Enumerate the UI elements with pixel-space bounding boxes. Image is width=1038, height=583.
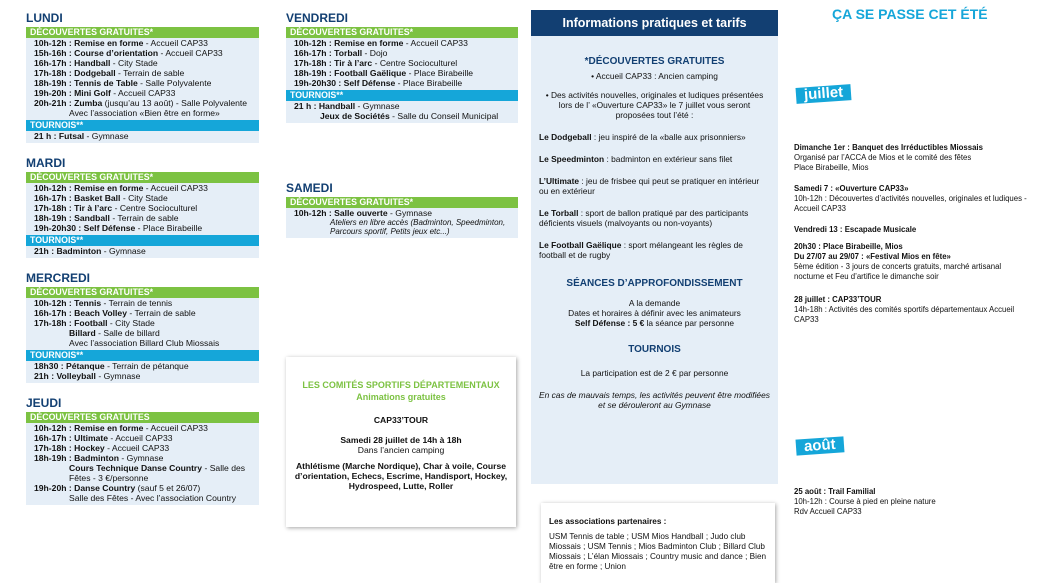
decouvertes-bar: DÉCOUVERTES GRATUITES*: [286, 197, 518, 208]
info-section-seances: SÉANCES D’APPROFONDISSEMENT: [566, 278, 743, 289]
activity-line: 18h-19h : Football Gaëlique - Place Birabeille: [294, 68, 474, 78]
activity-subline: Salle des Fêtes - Avec l’association Country: [69, 493, 237, 503]
card-event-activities: Athlétisme (Marche Nordique), Char à voile, Course d’orientation, Echecs, Escrime, Handisport, Hockey, Hydrospeed, Lutte, Roller: [294, 461, 508, 491]
card-title: LES COMITÉS SPORTIFS DÉPARTEMENTAUX: [302, 380, 500, 390]
decouvertes-bar: DÉCOUVERTES GRATUITES*: [26, 27, 259, 38]
activity-line: 10h-12h : Tennis - Terrain de tennis: [34, 298, 173, 308]
tournois-bar: TOURNOIS**: [26, 350, 259, 361]
left-column: [26, 11, 259, 518]
tournament-line: 18h30 : Pétanque - Terrain de pétanque: [34, 361, 189, 371]
info-line: La participation est de 2 € par personne: [580, 368, 729, 378]
activity-line: 10h-12h : Remise en forme - Accueil CAP33: [34, 423, 208, 433]
schedule-box: [26, 27, 259, 143]
info-item: L’Ultimate : jeu de frisbee qui peut se pratiquer en intérieur ou en extérieur: [539, 176, 760, 196]
activity-line: 17h-18h : Football - City Stade: [34, 318, 155, 328]
partners-list: USM Tennis de table ; USM Mios Handball ; Judo club Miossais ; USM Tennis ; Mios Badminton Club ; Billard Club Miossais ; L’élan Miossais ; Country music and dance ; Bien être en forme ; Union: [549, 532, 767, 571]
activity-subline: Cours Technique Danse Country - Salle des: [69, 463, 246, 473]
activity-line: 18h-19h : Badminton - Gymnase: [34, 453, 164, 463]
activity-line: 10h-12h : Remise en forme - Accueil CAP33: [34, 183, 208, 193]
tournament-subline: Jeux de Sociétés - Salle du Conseil Municipal: [320, 111, 499, 121]
event-block: [794, 487, 1030, 517]
event-line: 10h-12h : Découvertes d’activités nouvelles, originales et ludiques - Accueil CAP33: [794, 194, 1027, 213]
activity-line: 15h-16h : Course d’orientation - Accueil CAP33: [34, 48, 223, 58]
month-badge-aout: août: [796, 436, 845, 455]
activity-line: 19h-20h30 : Self Défense - Place Birabeille: [34, 223, 203, 233]
event-line: Rdv Accueil CAP33: [794, 507, 862, 516]
card-event-date: Samedi 28 juillet de 14h à 18h: [340, 435, 462, 445]
day-mardi: [26, 156, 259, 258]
event-line: 5ème édition - 3 jours de concerts gratuits, marché artisanal nocturne et Feu d’artifice le dimanche soir: [794, 262, 1002, 281]
day-samedi: [286, 181, 518, 238]
decouvertes-bar: DÉCOUVERTES GRATUITES*: [26, 172, 259, 183]
info-item: Le Torball : sport de ballon pratiqué par des participants déficients visuels (malvoyants ou non-voyants): [539, 208, 749, 228]
decouvertes-bar: DÉCOUVERTES GRATUITES*: [26, 287, 259, 298]
activity-subline: Fêtes - 3 €/personne: [69, 473, 149, 483]
info-line: A la demande: [628, 298, 681, 308]
activity-line: 17h-18h : Tir à l’arc - Centre Socioculturel: [294, 58, 458, 68]
activity-line: 18h-19h : Sandball - Terrain de sable: [34, 213, 179, 223]
activity-line: 19h-20h : Danse Country (sauf 5 et 26/07): [34, 483, 201, 493]
info-note: En cas de mauvais temps, les activités peuvent être modifiées et se dérouleront au Gymnase: [539, 390, 770, 410]
event-title: 28 juillet : CAP33’TOUR: [794, 295, 882, 304]
event-block: [794, 295, 1030, 325]
day-jeudi: [26, 396, 259, 505]
activity-line: 18h-19h : Tennis de Table - Salle Polyvalente: [34, 78, 212, 88]
decouvertes-bar: DÉCOUVERTES GRATUITES*: [286, 27, 518, 38]
month-badge-juillet: juillet: [796, 84, 852, 104]
activity-line: 10h-12h : Remise en forme - Accueil CAP33: [294, 38, 468, 48]
info-item: Le Football Gaëlique : sport mélangeant les règles de football et de rugby: [539, 240, 743, 260]
summer-title: ÇA SE PASSE CET ÉTÉ: [832, 6, 988, 22]
day-lundi: [26, 11, 259, 143]
activity-line: 16h-17h : Beach Volley - Terrain de sable: [34, 308, 196, 318]
activity-line: 17h-18h : Dodgeball - Terrain de sable: [34, 68, 185, 78]
event-block: [794, 184, 1030, 214]
activity-line: 10h-12h : Salle ouverte - Gymnase: [294, 208, 433, 218]
tournament-line: 21 h : Handball - Gymnase: [294, 101, 400, 111]
decouvertes-bar: DÉCOUVERTES GRATUITES: [26, 412, 259, 423]
info-section-tournois: TOURNOIS: [628, 344, 681, 355]
event-block: [794, 242, 1030, 282]
middle-column: [286, 11, 518, 238]
activity-line: 10h-12h : Remise en forme - Accueil CAP33: [34, 38, 208, 48]
partners-card: [541, 503, 775, 583]
activity-line: 20h-21h : Zumba (jusqu’au 13 août) - Salle Polyvalente: [34, 98, 248, 108]
day-mercredi: [26, 271, 259, 383]
activity-line: 19h-20h30 : Self Défense - Place Birabeille: [294, 78, 463, 88]
tournament-line: 21h : Badminton - Gymnase: [34, 246, 146, 256]
card-subtitle: Animations gratuites: [356, 392, 446, 402]
event-title: Dimanche 1er : Banquet des Irréductibles Miossais: [794, 143, 983, 152]
activity-subline: Billard - Salle de billard: [69, 328, 160, 338]
event-line: Place Birabeille, Mios: [794, 163, 869, 172]
activity-subline: Avec l’association «Bien être en forme»: [69, 108, 220, 118]
day-title: MERCREDI: [26, 271, 91, 285]
day-title: JEUDI: [26, 396, 62, 410]
activity-line: 16h-17h : Basket Ball - City Stade: [34, 193, 168, 203]
activity-subline: Ateliers en libre accès (Badminton, Speedminton, Parcours sportif, Petits jeux etc...): [330, 218, 506, 236]
schedule-box: [26, 412, 259, 505]
tournament-line: 21h : Volleyball - Gymnase: [34, 371, 141, 381]
schedule-box: [26, 287, 259, 383]
schedule-box: [286, 27, 518, 123]
day-title: SAMEDI: [286, 181, 333, 195]
activity-line: 16h-17h : Handball - City Stade: [34, 58, 158, 68]
activity-line: 17h-18h : Hockey - Accueil CAP33: [34, 443, 170, 453]
schedule-box: [286, 197, 518, 238]
schedule-box: [26, 172, 259, 258]
event-block: [794, 143, 1030, 173]
comites-card: [286, 357, 516, 527]
day-title: VENDREDI: [286, 11, 349, 25]
info-panel: [531, 10, 778, 484]
event-title: 25 août : Trail Familial: [794, 487, 876, 496]
tournois-bar: TOURNOIS**: [26, 120, 259, 131]
event-line: Organisé par l’ACCA de Mios et le comité des fêtes: [794, 153, 972, 162]
info-paragraph: • Des activités nouvelles, originales et ludiques présentées lors de l’ «Ouverture CAP33» le 7 juillet vous seront proposées tout l’été :: [545, 90, 764, 120]
day-title: LUNDI: [26, 11, 63, 25]
info-item: Le Dodgeball : jeu inspiré de la «balle aux prisonniers»: [539, 132, 746, 142]
info-item: Le Speedminton : badminton en extérieur sans filet: [539, 154, 733, 164]
event-line: 14h-18h : Activités des comités sportifs départementaux Accueil CAP33: [794, 305, 1015, 324]
tournois-bar: TOURNOIS**: [286, 90, 518, 101]
event-title: 20h30 : Place Birabeille, Mios: [794, 242, 903, 251]
event-line: 10h-12h : Course à pied en pleine nature: [794, 497, 936, 506]
activity-line: 17h-18h : Tir à l’arc - Centre Socioculturel: [34, 203, 198, 213]
activity-line: 16h-17h : Ultimate - Accueil CAP33: [34, 433, 173, 443]
activity-line: 19h-20h : Mini Golf - Accueil CAP33: [34, 88, 176, 98]
info-line: Dates et horaires à définir avec les animateurs: [568, 308, 741, 318]
info-title: Informations pratiques et tarifs: [531, 10, 778, 36]
day-vendredi: [286, 11, 518, 123]
event-title: Du 27/07 au 29/07 : «Festival Mios en fête»: [794, 252, 951, 261]
info-section-decouvertes: *DÉCOUVERTES GRATUITES: [584, 56, 725, 67]
tournois-bar: TOURNOIS**: [26, 235, 259, 246]
event-title: Samedi 7 : «Ouverture CAP33»: [794, 184, 909, 193]
partners-title: Les associations partenaires :: [549, 517, 667, 526]
day-title: MARDI: [26, 156, 66, 170]
activity-line: 16h-17h : Torball - Dojo: [294, 48, 388, 58]
event-block: [794, 225, 1030, 235]
activity-subline: Avec l’association Billard Club Miossais: [69, 338, 220, 348]
info-line: • Accueil CAP33 : Ancien camping: [591, 71, 718, 81]
event-title: Vendredi 13 : Escapade Musicale: [794, 225, 917, 234]
card-event-place: Dans l’ancien camping: [357, 445, 445, 455]
info-line: Self Défense : 5 € la séance par personne: [574, 318, 735, 328]
card-event-name: CAP33’TOUR: [373, 415, 429, 425]
tournament-line: 21 h : Futsal - Gymnase: [34, 131, 129, 141]
